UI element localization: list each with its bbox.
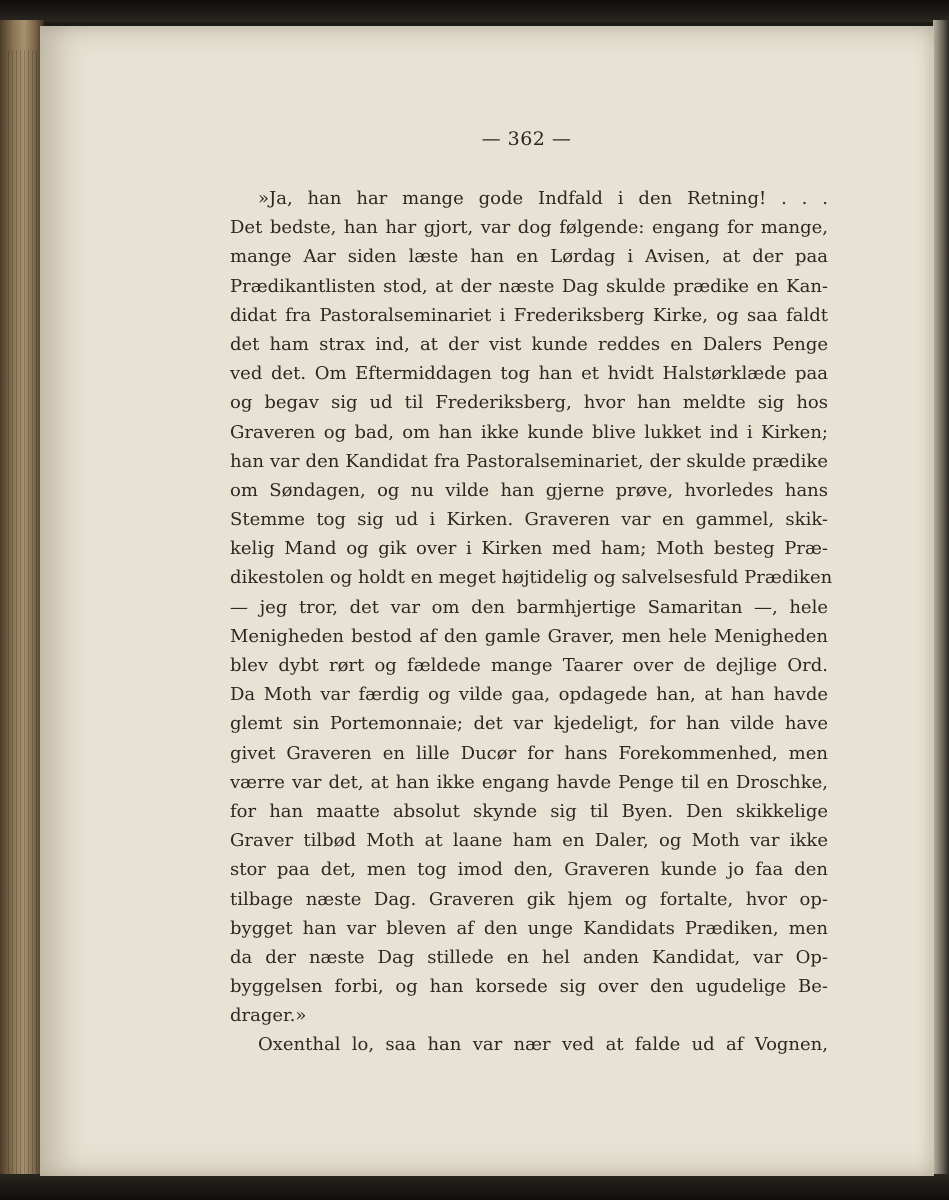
text-line: dikestolen og holdt en meget højtidelig og salvelsesfuld Prædiken <box>230 567 833 589</box>
body-text <box>230 184 833 1060</box>
text-line: glemt sin Portemonnaie; det var kjedeligt, for han vilde have <box>230 713 828 735</box>
text-line: Menigheden bestod af den gamle Graver, men hele Menigheden <box>230 625 828 647</box>
text-line: stor paa det, men tog imod den, Graveren kunde jo faa den <box>230 859 828 881</box>
text-line: Prædikantlisten stod, at der næste Dag skulde prædike en Kan- <box>230 275 828 297</box>
page-number: — 362 — <box>481 128 572 150</box>
text-line: byggelsen forbi, og han korsede sig over den ugudelige Be- <box>230 976 828 998</box>
text-line: mange Aar siden læste han en Lørdag i Avisen, at der paa <box>230 246 828 268</box>
text-line: Graveren og bad, om han ikke kunde blive lukket ind i Kirken; <box>230 421 828 443</box>
scan-top-edge <box>0 0 949 22</box>
text-line: kelig Mand og gik over i Kirken med ham; Moth besteg Præ- <box>230 538 828 560</box>
text-line: — jeg tror, det var om den barmhjertige Samaritan —, hele <box>230 596 828 618</box>
text-line: værre var det, at han ikke engang havde Penge til en Droschke, <box>230 771 828 793</box>
text-line: Det bedste, han har gjort, var dog følgende: engang for mange, <box>230 217 828 239</box>
text-line: det ham strax ind, at der vist kunde reddes en Dalers Penge <box>230 333 828 355</box>
text-line: for han maatte absolut skynde sig til Byen. Den skikkelige <box>230 800 828 822</box>
text-line: givet Graveren en lille Ducør for hans Forekommenhed, men <box>230 742 828 764</box>
book-spine-pages <box>0 20 44 1180</box>
scan-bottom-edge <box>0 1174 949 1200</box>
text-line: Da Moth var færdig og vilde gaa, opdagede han, at han havde <box>230 684 828 706</box>
text-line: blev dybt rørt og fældede mange Taarer over de dejlige Ord. <box>230 655 828 676</box>
text-line: tilbage næste Dag. Graveren gik hjem og fortalte, hvor op- <box>230 888 828 910</box>
text-line: bygget han var bleven af den unge Kandidats Prædiken, men <box>230 917 828 939</box>
text-line: didat fra Pastoralseminariet i Frederiksberg Kirke, og saa faldt <box>230 304 828 326</box>
text-line: han var den Kandidat fra Pastoralseminariet, der skulde prædike <box>230 450 828 472</box>
text-line: Graver tilbød Moth at laane ham en Daler, og Moth var ikke <box>230 830 828 852</box>
text-line: og begav sig ud til Frederiksberg, hvor han meldte sig hos <box>230 392 828 414</box>
page-edges-texture <box>8 50 38 1190</box>
scan-right-edge <box>933 20 949 1180</box>
text-line: om Søndagen, og nu vilde han gjerne prøve, hvorledes hans <box>230 479 828 501</box>
text-line: »Ja, han har mange gode Indfald i den Retning! . . . <box>258 188 828 209</box>
text-line: da der næste Dag stillede en hel anden Kandidat, var Op- <box>230 946 828 968</box>
text-line: drager.» <box>230 1005 307 1027</box>
text-line: ved det. Om Eftermiddagen tog han et hvidt Halstørklæde paa <box>230 363 828 385</box>
text-line: Oxenthal lo, saa han var nær ved at falde ud af Vognen, <box>258 1034 828 1056</box>
text-line: Stemme tog sig ud i Kirken. Graveren var en gammel, skik- <box>230 509 828 531</box>
